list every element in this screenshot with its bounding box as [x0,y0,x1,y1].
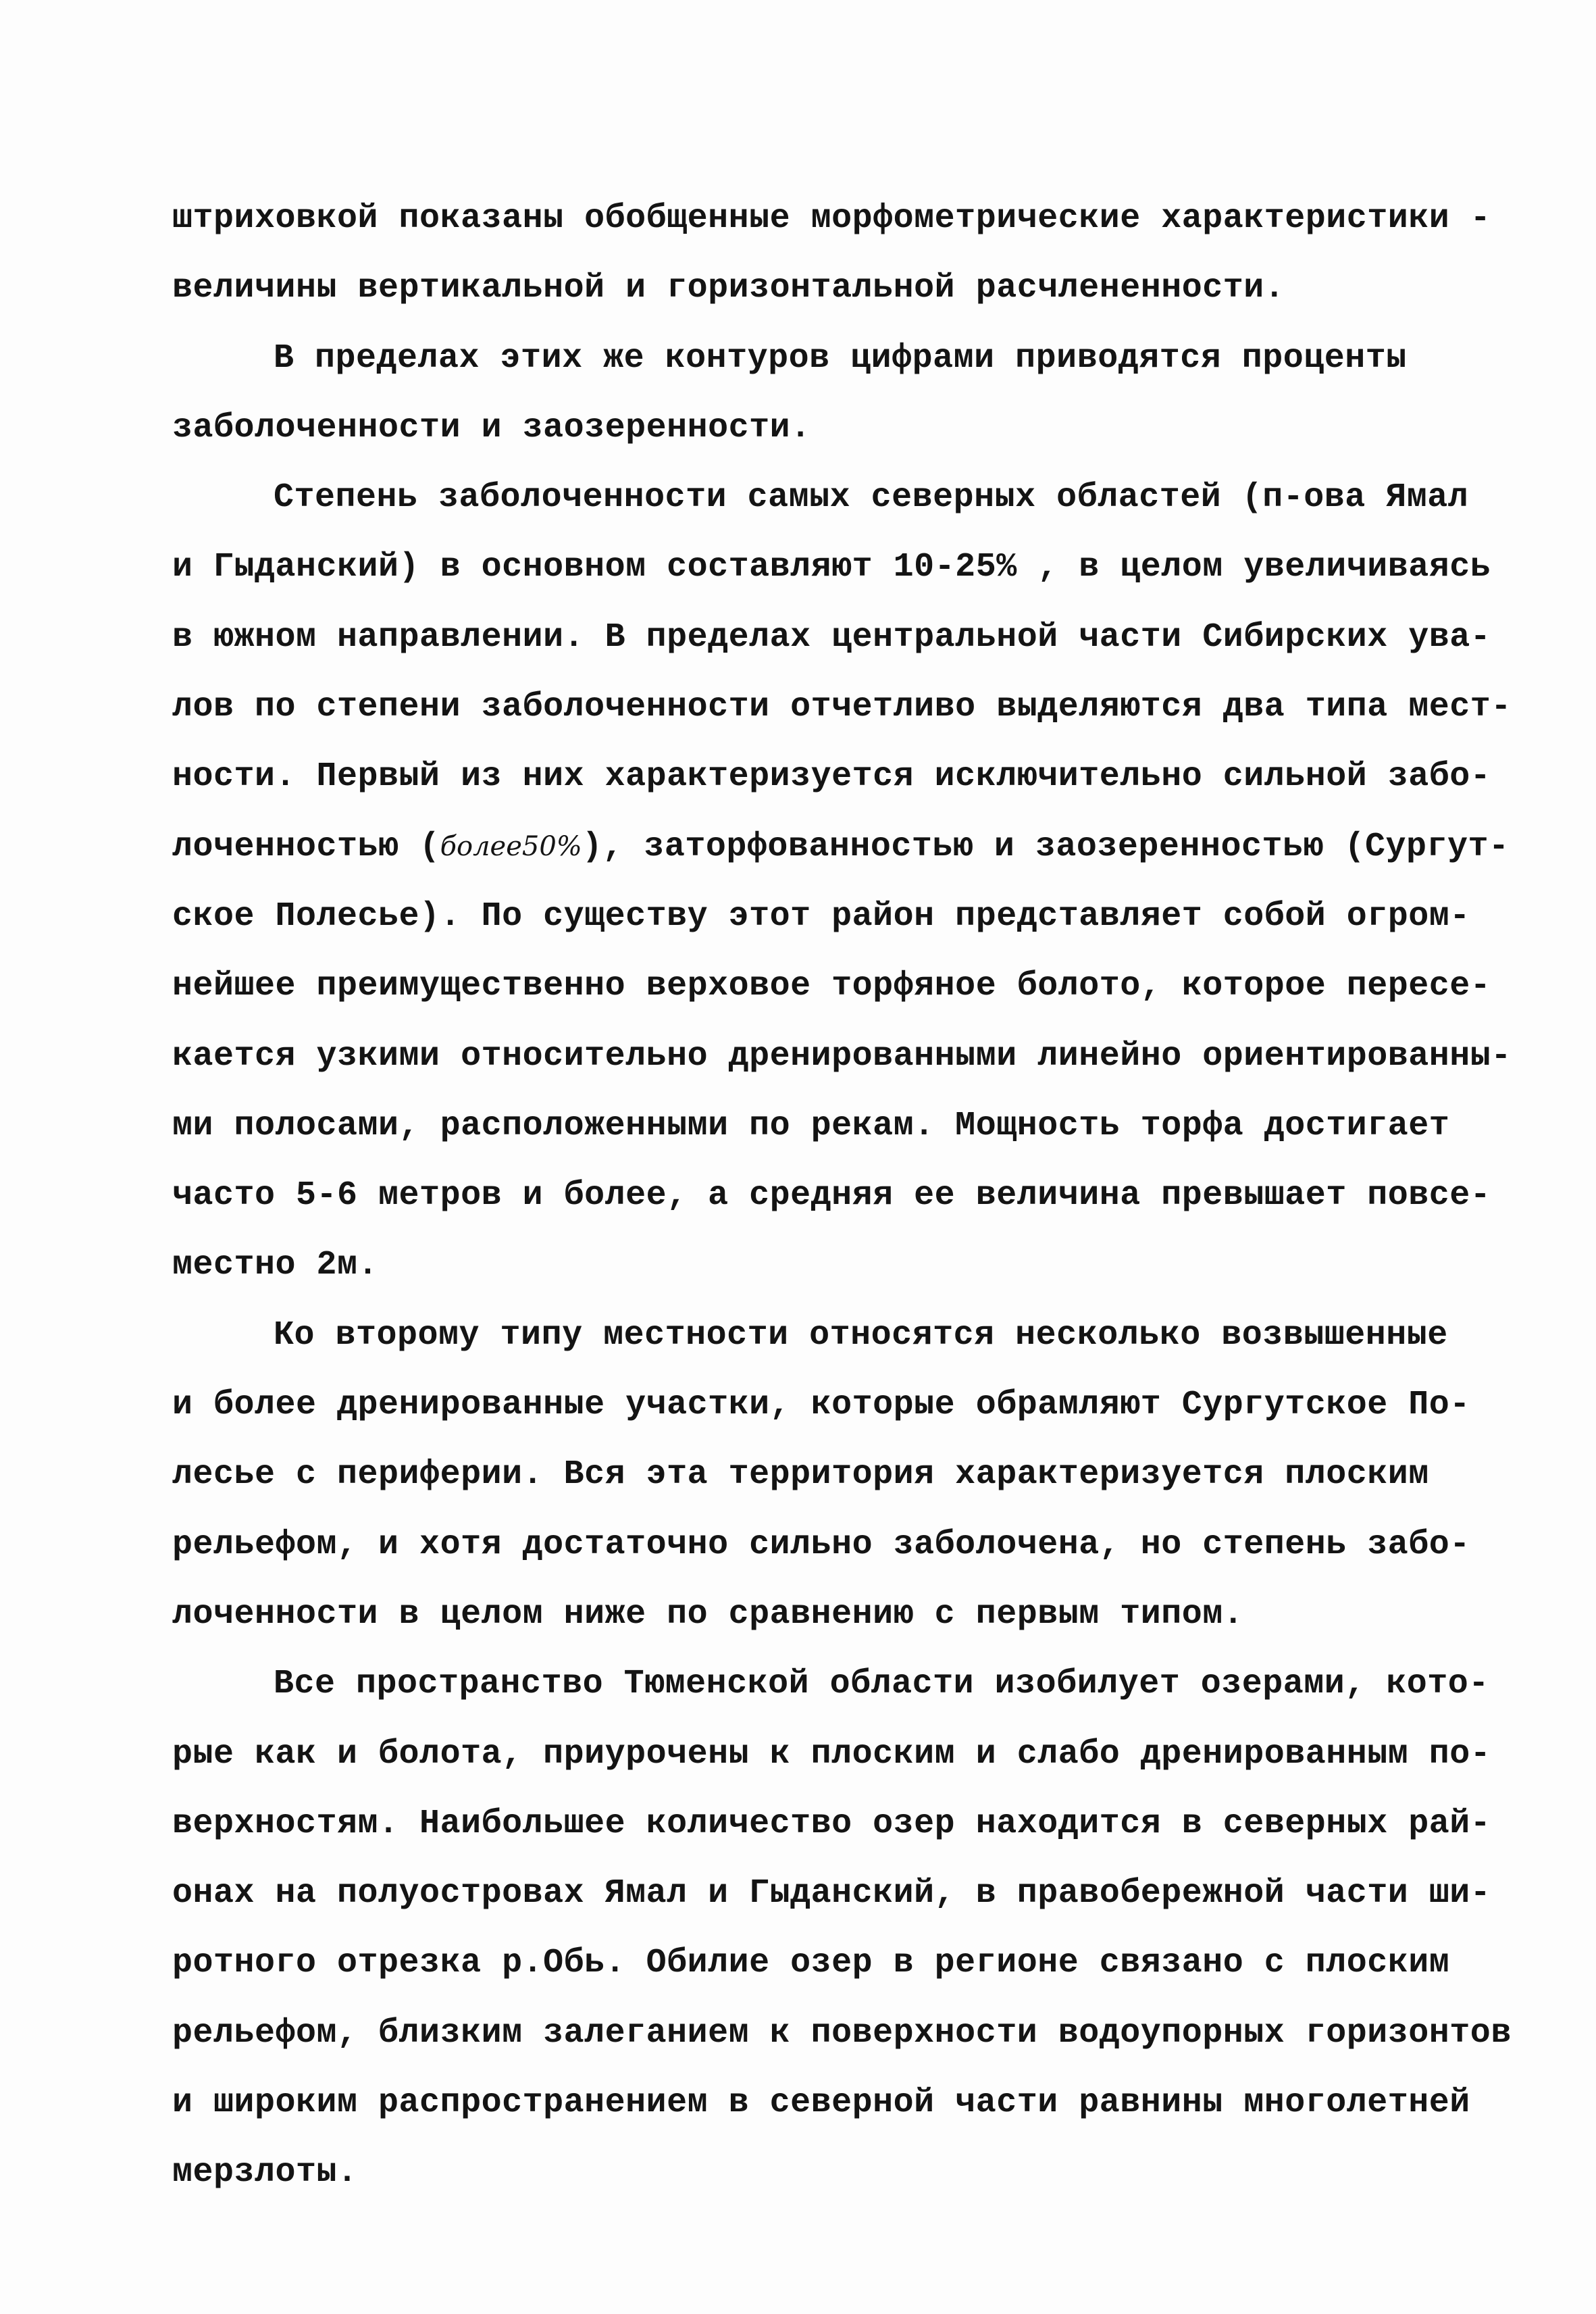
text-line-28: и широким распространением в северной части равнины многолетней [172,2084,1470,2123]
text-line-21: лоченности в целом ниже по сравнению с первым типом. [172,1594,1244,1634]
text-line-5: Степень заболоченности самых северных областей (п-ова Ямал [274,478,1469,518]
text-line-10-start: лоченностью ( [172,827,440,866]
text-line-2: величины вертикальной и горизонтальной расчлененности. [172,269,1285,308]
text-line-23: рые как и болота, приурочены к плоским и слабо дренированным по- [172,1734,1491,1774]
text-line-10-end: ), заторфованностью и заозеренностью (Сургут- [582,827,1510,866]
text-line-7: в южном направлении. В пределах центральной части Сибирских ува- [172,618,1491,657]
text-line-13: кается узкими относительно дренированными линейно ориентированны- [172,1036,1512,1076]
text-line-9: ности. Первый из них характеризуется исключительно сильной забо- [172,757,1491,797]
text-line-14: ми полосами, расположенными по рекам. Мощность торфа достигает [172,1106,1450,1145]
text-line-20: рельефом, и хотя достаточно сильно заболочена, но степень забо- [172,1525,1470,1564]
handwritten-insertion: более50% [440,830,582,862]
text-line-16: местно 2м. [172,1246,379,1285]
text-line-11: ское Полесье). По существу этот район представляет собой огром- [172,897,1470,936]
text-line-29: мерзлоты. [172,2153,358,2192]
text-line-3: В пределах этих же контуров цифрами приводятся проценты [274,338,1407,378]
text-line-17: Ко второму типу местности относятся несколько возвышенные [274,1315,1448,1355]
text-line-18: и более дренированные участки, которые обрамляют Сургутское По- [172,1386,1470,1425]
text-line-8: лов по степени заболоченности отчетливо выделяются два типа мест- [172,688,1512,727]
document-body [172,184,1523,2208]
text-line-4: заболоченности и заозеренности. [172,408,811,447]
text-line-10 [172,812,1523,882]
text-line-22: Все пространство Тюменской области изобилует озерами, кото- [274,1665,1489,1704]
text-line-26: ротного отрезка р.Обь. Обилие озер в регионе связано с плоским [172,1944,1450,1983]
text-line-24: верхностям. Наибольшее количество озер находится в северных рай- [172,1804,1491,1843]
text-line-12: нейшее преимущественно верховое торфяное болото, которое пересе- [172,967,1491,1006]
text-line-19: лесье с периферии. Вся эта территория характеризуется плоским [172,1455,1429,1494]
text-line-15: часто 5-6 метров и более, а средняя ее величина превышает повсе- [172,1176,1491,1215]
text-line-25: онах на полуостровах Ямал и Гыданский, в правобережной части ши- [172,1874,1491,1913]
text-line-27: рельефом, близким залеганием к поверхности водоупорных горизонтов [172,2013,1512,2053]
text-line-1: штриховкой показаны обобщенные морфометрические характеристики - [172,199,1491,238]
text-line-6: и Гыданский) в основном составляют 10-25% , в целом увеличиваясь [172,548,1491,587]
